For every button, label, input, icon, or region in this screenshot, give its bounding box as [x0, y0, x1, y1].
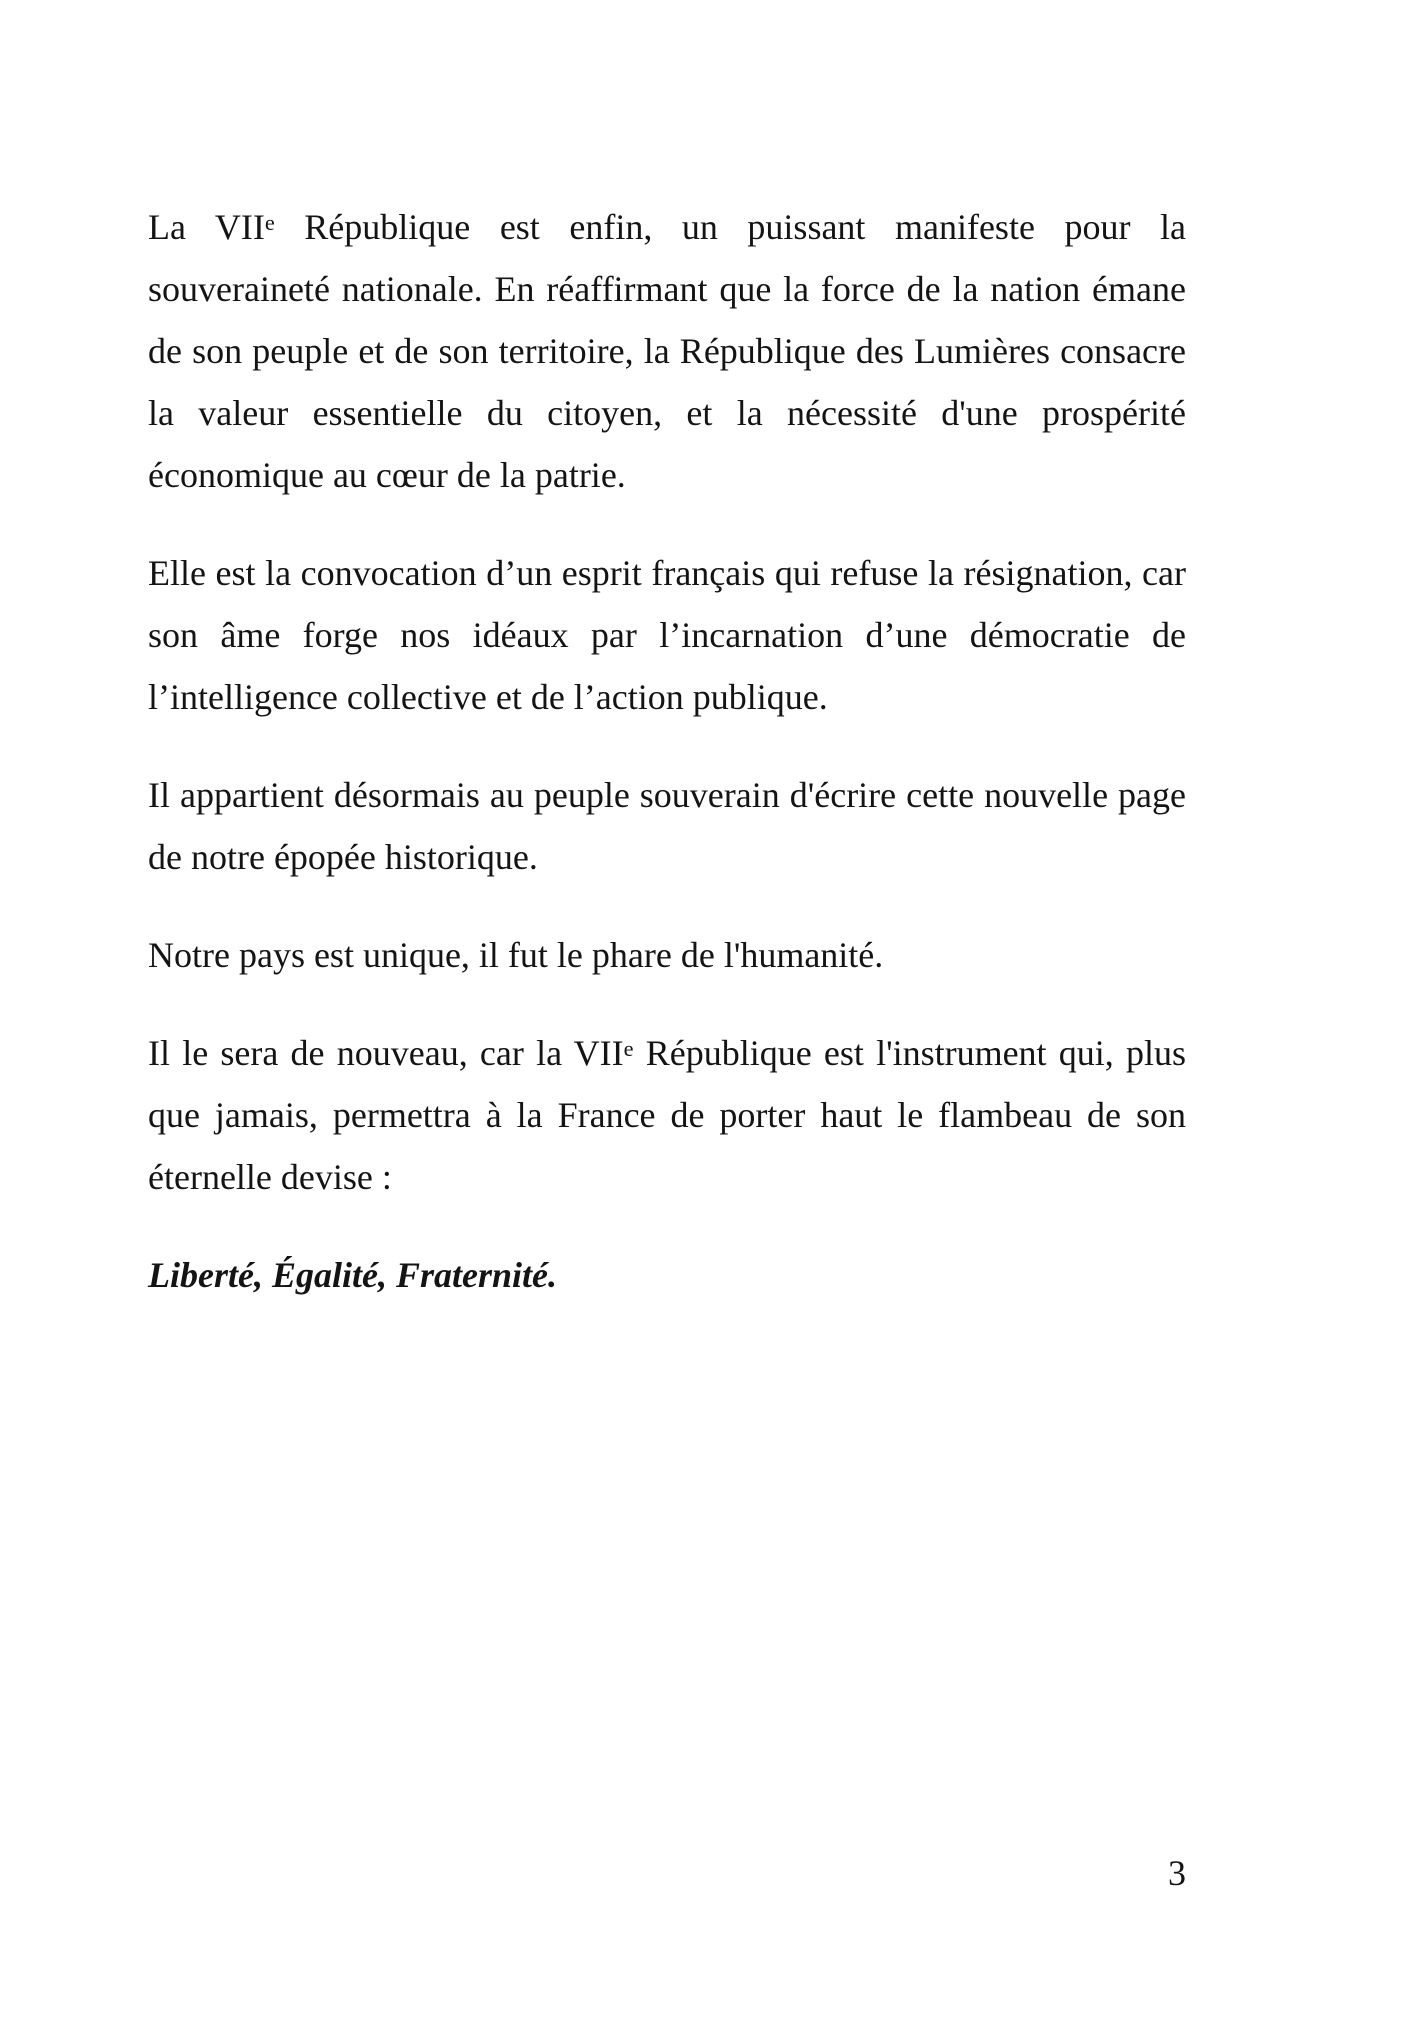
superscript-text: e: [264, 209, 275, 235]
text-segment: Il le sera de nouveau, car la VII: [148, 1033, 624, 1073]
text-segment: Notre pays est unique, il fut le phare de l'humanité.: [148, 935, 884, 975]
text-segment: République est l'instrument qui, plus que jamais, permettra à la France de porter haut le flambeau de son éternelle devise :: [148, 1033, 1186, 1197]
paragraph-1: [148, 196, 1186, 506]
paragraph-3: [148, 764, 1186, 888]
text-segment: La VII: [148, 207, 265, 247]
text-segment: République est enfin, un puissant manifeste pour la souveraineté nationale. En réaffirmant que la force de la nation émane de son peuple et de son territoire, la République des Lumières consacre la valeur essentielle du citoyen, et la nécessité d'une prospérité économique au cœur de la patrie.: [148, 207, 1186, 495]
superscript-text: e: [623, 1035, 634, 1061]
text-block: [148, 196, 1186, 1342]
text-segment: Elle est la convocation d’un esprit français qui refuse la résignation, car son âme forge nos idéaux par l’incarnation d’une démocratie de l’intelligence collective et de l’action publique.: [148, 553, 1186, 717]
paragraph-5: [148, 1022, 1186, 1208]
paragraph-6: [148, 1244, 1186, 1306]
text-segment: Il appartient désormais au peuple souverain d'écrire cette nouvelle page de notre épopée historique.: [148, 775, 1186, 877]
text-segment: Liberté, Égalité, Fraternité.: [148, 1255, 557, 1295]
page-number: 3: [1168, 1853, 1186, 1893]
paragraph-4: [148, 924, 1186, 986]
paragraph-2: [148, 542, 1186, 728]
